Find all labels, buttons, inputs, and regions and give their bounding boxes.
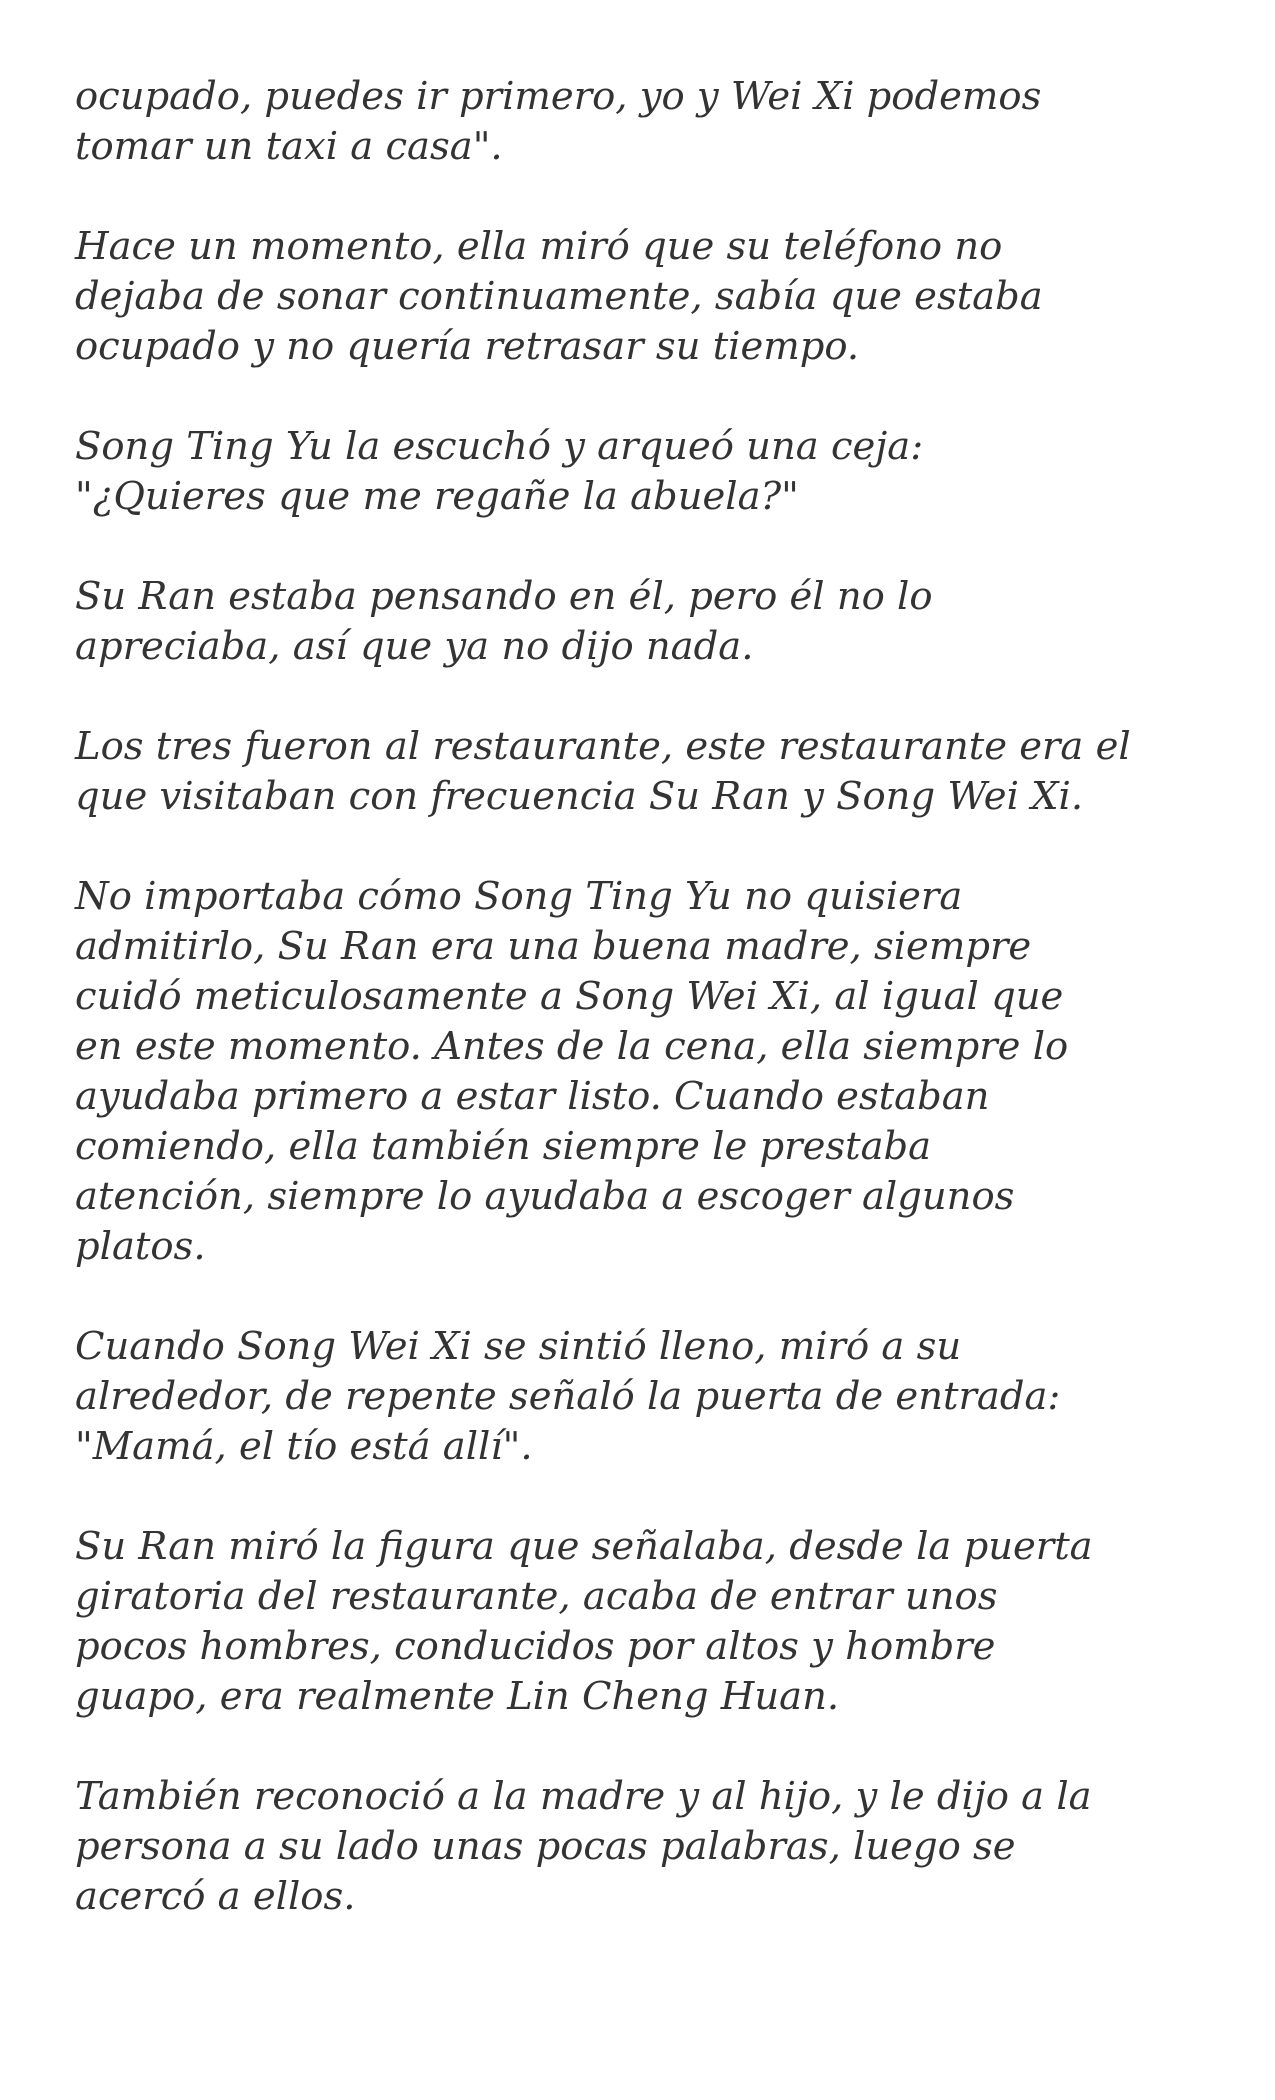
document-page [75, 72, 1205, 1972]
paragraph-5 [75, 722, 1205, 822]
paragraph-3 [75, 422, 1205, 522]
text-line: acercó a ellos. [75, 1874, 356, 1919]
text-line: persona a su lado unas pocas palabras, luego se [75, 1824, 1016, 1869]
paragraph-4 [75, 572, 1205, 672]
text-line: en este momento. Antes de la cena, ella siempre lo [75, 1024, 1069, 1069]
text-line: giratoria del restaurante, acaba de entrar unos [75, 1574, 998, 1619]
text-line: "¿Quieres que me regañe la abuela?" [75, 474, 799, 519]
text-line: alrededor, de repente señaló la puerta de entrada: [75, 1374, 1061, 1419]
text-line: ocupado y no quería retrasar su tiempo. [75, 324, 860, 369]
text-line: que visitaban con frecuencia Su Ran y Song Wei Xi. [75, 774, 1084, 819]
text-line: admitirlo, Su Ran era una buena madre, siempre [75, 924, 1032, 969]
text-line: ayudaba primero a estar listo. Cuando estaban [75, 1074, 990, 1119]
text-line: platos. [75, 1224, 206, 1269]
text-line: No importaba cómo Song Ting Yu no quisiera [75, 874, 963, 919]
text-line: También reconoció a la madre y al hijo, y le dijo a la [75, 1774, 1092, 1819]
paragraph-7 [75, 1322, 1205, 1472]
text-line: dejaba de sonar continuamente, sabía que estaba [75, 274, 1043, 319]
paragraph-9 [75, 1772, 1205, 1922]
text-line: Los tres fueron al restaurante, este restaurante era el [75, 724, 1131, 769]
text-line: cuidó meticulosamente a Song Wei Xi, al igual que [75, 974, 1064, 1019]
text-line: tomar un taxi a casa". [75, 124, 503, 169]
paragraph-1 [75, 72, 1205, 172]
text-line: apreciaba, así que ya no dijo nada. [75, 624, 754, 669]
paragraph-2 [75, 222, 1205, 372]
text-line: Su Ran miró la figura que señalaba, desde la puerta [75, 1524, 1093, 1569]
text-line: Cuando Song Wei Xi se sintió lleno, miró a su [75, 1324, 962, 1369]
text-line: Song Ting Yu la escuchó y arqueó una ceja: [75, 424, 924, 469]
text-line: comiendo, ella también siempre le prestaba [75, 1124, 932, 1169]
paragraph-6 [75, 872, 1205, 1272]
text-line: ocupado, puedes ir primero, yo y Wei Xi podemos [75, 74, 1042, 119]
text-line: pocos hombres, conducidos por altos y hombre [75, 1624, 996, 1669]
text-line: guapo, era realmente Lin Cheng Huan. [75, 1674, 840, 1719]
text-line: Hace un momento, ella miró que su teléfono no [75, 224, 1003, 269]
text-line: atención, siempre lo ayudaba a escoger algunos [75, 1174, 1015, 1219]
paragraph-8 [75, 1522, 1205, 1722]
text-line: Su Ran estaba pensando en él, pero él no lo [75, 574, 933, 619]
text-line: "Mamá, el tío está allí". [75, 1424, 533, 1469]
